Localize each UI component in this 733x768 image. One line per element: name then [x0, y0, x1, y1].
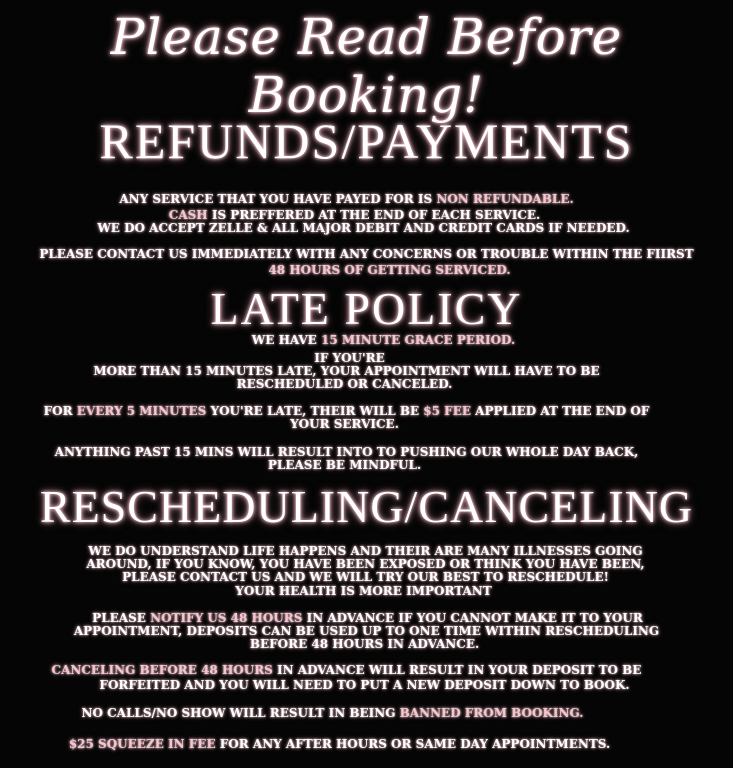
- every-5-minutes-highlight: EVERY 5 MINUTES: [76, 404, 207, 418]
- resched-line-1: WE DO UNDERSTAND LIFE HAPPENS AND THEIR ARE MANY ILLNESSES GOING: [88, 544, 643, 558]
- resched-line-11: [0, 738, 706, 751]
- resched-line-3: PLEASE CONTACT US AND WE WILL TRY OUR BEST TO RESCHEDULE!: [122, 570, 609, 584]
- resched-line-8-text: IN ADVANCE WILL RESULT IN YOUR DEPOSIT TO BE: [272, 663, 642, 677]
- late-policy-heading: LATE POLICY: [210, 283, 523, 334]
- late-line-2: IF YOU'RE: [314, 351, 385, 365]
- five-dollar-fee-highlight: $5 FEE: [423, 404, 471, 418]
- late-line-4: RESCHEDULED OR CANCELED.: [236, 377, 453, 391]
- refunds-line-4: PLEASE CONTACT US IMMEDIATELY WITH ANY CONCERNS OR TROUBLE WITHIN THE FIIRST: [39, 247, 694, 261]
- late-line-8: PLEASE BE MINDFUL.: [267, 458, 422, 472]
- page-title: Please Read Before Booking!: [110, 8, 623, 124]
- late-line-5-text-b: YOU'RE LATE, THEIR WILL BE: [206, 404, 424, 418]
- refunds-line-3: WE DO ACCEPT ZELLE & ALL MAJOR DEBIT AND CREDIT CARDS IF NEEDED.: [97, 221, 630, 235]
- grace-period-highlight: 15 MINUTE GRACE PERIOD.: [320, 333, 516, 347]
- refunds-line-1: [0, 193, 713, 206]
- notify-48-hours-highlight: NOTIFY US 48 HOURS: [150, 611, 303, 625]
- rescheduling-heading: RESCHEDULING/CANCELING: [39, 481, 694, 532]
- refunds-line-5: 48 HOURS OF GETTING SERVICED.: [268, 263, 511, 277]
- banned-highlight: BANNED FROM BOOKING.: [399, 706, 584, 720]
- refunds-line-1-text: ANY SERVICE THAT YOU HAVE PAYED FOR IS: [119, 192, 437, 206]
- cash-highlight: CASH: [168, 208, 208, 222]
- late-line-1-text: WE HAVE: [251, 333, 321, 347]
- late-line-5-text-c: APPLIED AT THE END OF: [471, 404, 650, 418]
- resched-line-2: AROUND, IF YOU KNOW, YOU HAVE BEEN EXPOSED OR THINK YOU HAVE BEEN,: [86, 557, 645, 571]
- non-refundable-highlight: NON REFUNDABLE.: [436, 192, 574, 206]
- resched-line-7: BEFORE 48 HOURS IN ADVANCE.: [249, 637, 480, 651]
- canceling-48-hours-highlight: CANCELING BEFORE 48 HOURS: [51, 663, 273, 677]
- late-line-1: [17, 334, 733, 347]
- resched-line-5-text-b: IN ADVANCE IF YOU CANNOT MAKE IT TO YOUR: [302, 611, 643, 625]
- late-line-3: MORE THAN 15 MINUTES LATE, YOUR APPOINTMENT WILL HAVE TO BE: [93, 364, 600, 378]
- resched-line-9: FORFEITED AND YOU WILL NEED TO PUT A NEW DEPOSIT DOWN TO BOOK.: [99, 678, 630, 692]
- refunds-heading: REFUNDS/PAYMENTS: [99, 113, 634, 169]
- squeeze-fee-highlight: $25 SQUEEZE IN FEE: [68, 737, 220, 751]
- resched-line-4: YOUR HEALTH IS MORE IMPORTANT: [235, 584, 492, 598]
- resched-line-10-text: NO CALLS/NO SHOW WILL RESULT IN BEING: [81, 706, 400, 720]
- resched-line-10: [0, 707, 699, 720]
- late-line-7: ANYTHING PAST 15 MINS WILL RESULT INTO TO PUSHING OUR WHOLE DAY BACK,: [54, 445, 639, 459]
- resched-line-6: APPOINTMENT, DEPOSITS CAN BE USED UP TO ONE TIME WITHIN RESCHEDULING: [73, 624, 660, 638]
- resched-line-11-text: FOR ANY AFTER HOURS OR SAME DAY APPOINTMENTS.: [219, 737, 611, 751]
- refunds-line-2-text: IS PREFFERED AT THE END OF EACH SERVICE.: [207, 208, 541, 222]
- late-line-5-text-a: FOR: [43, 404, 77, 418]
- resched-line-5-text-a: PLEASE: [92, 611, 151, 625]
- resched-line-8: [0, 664, 713, 677]
- late-line-6: YOUR SERVICE.: [290, 417, 399, 431]
